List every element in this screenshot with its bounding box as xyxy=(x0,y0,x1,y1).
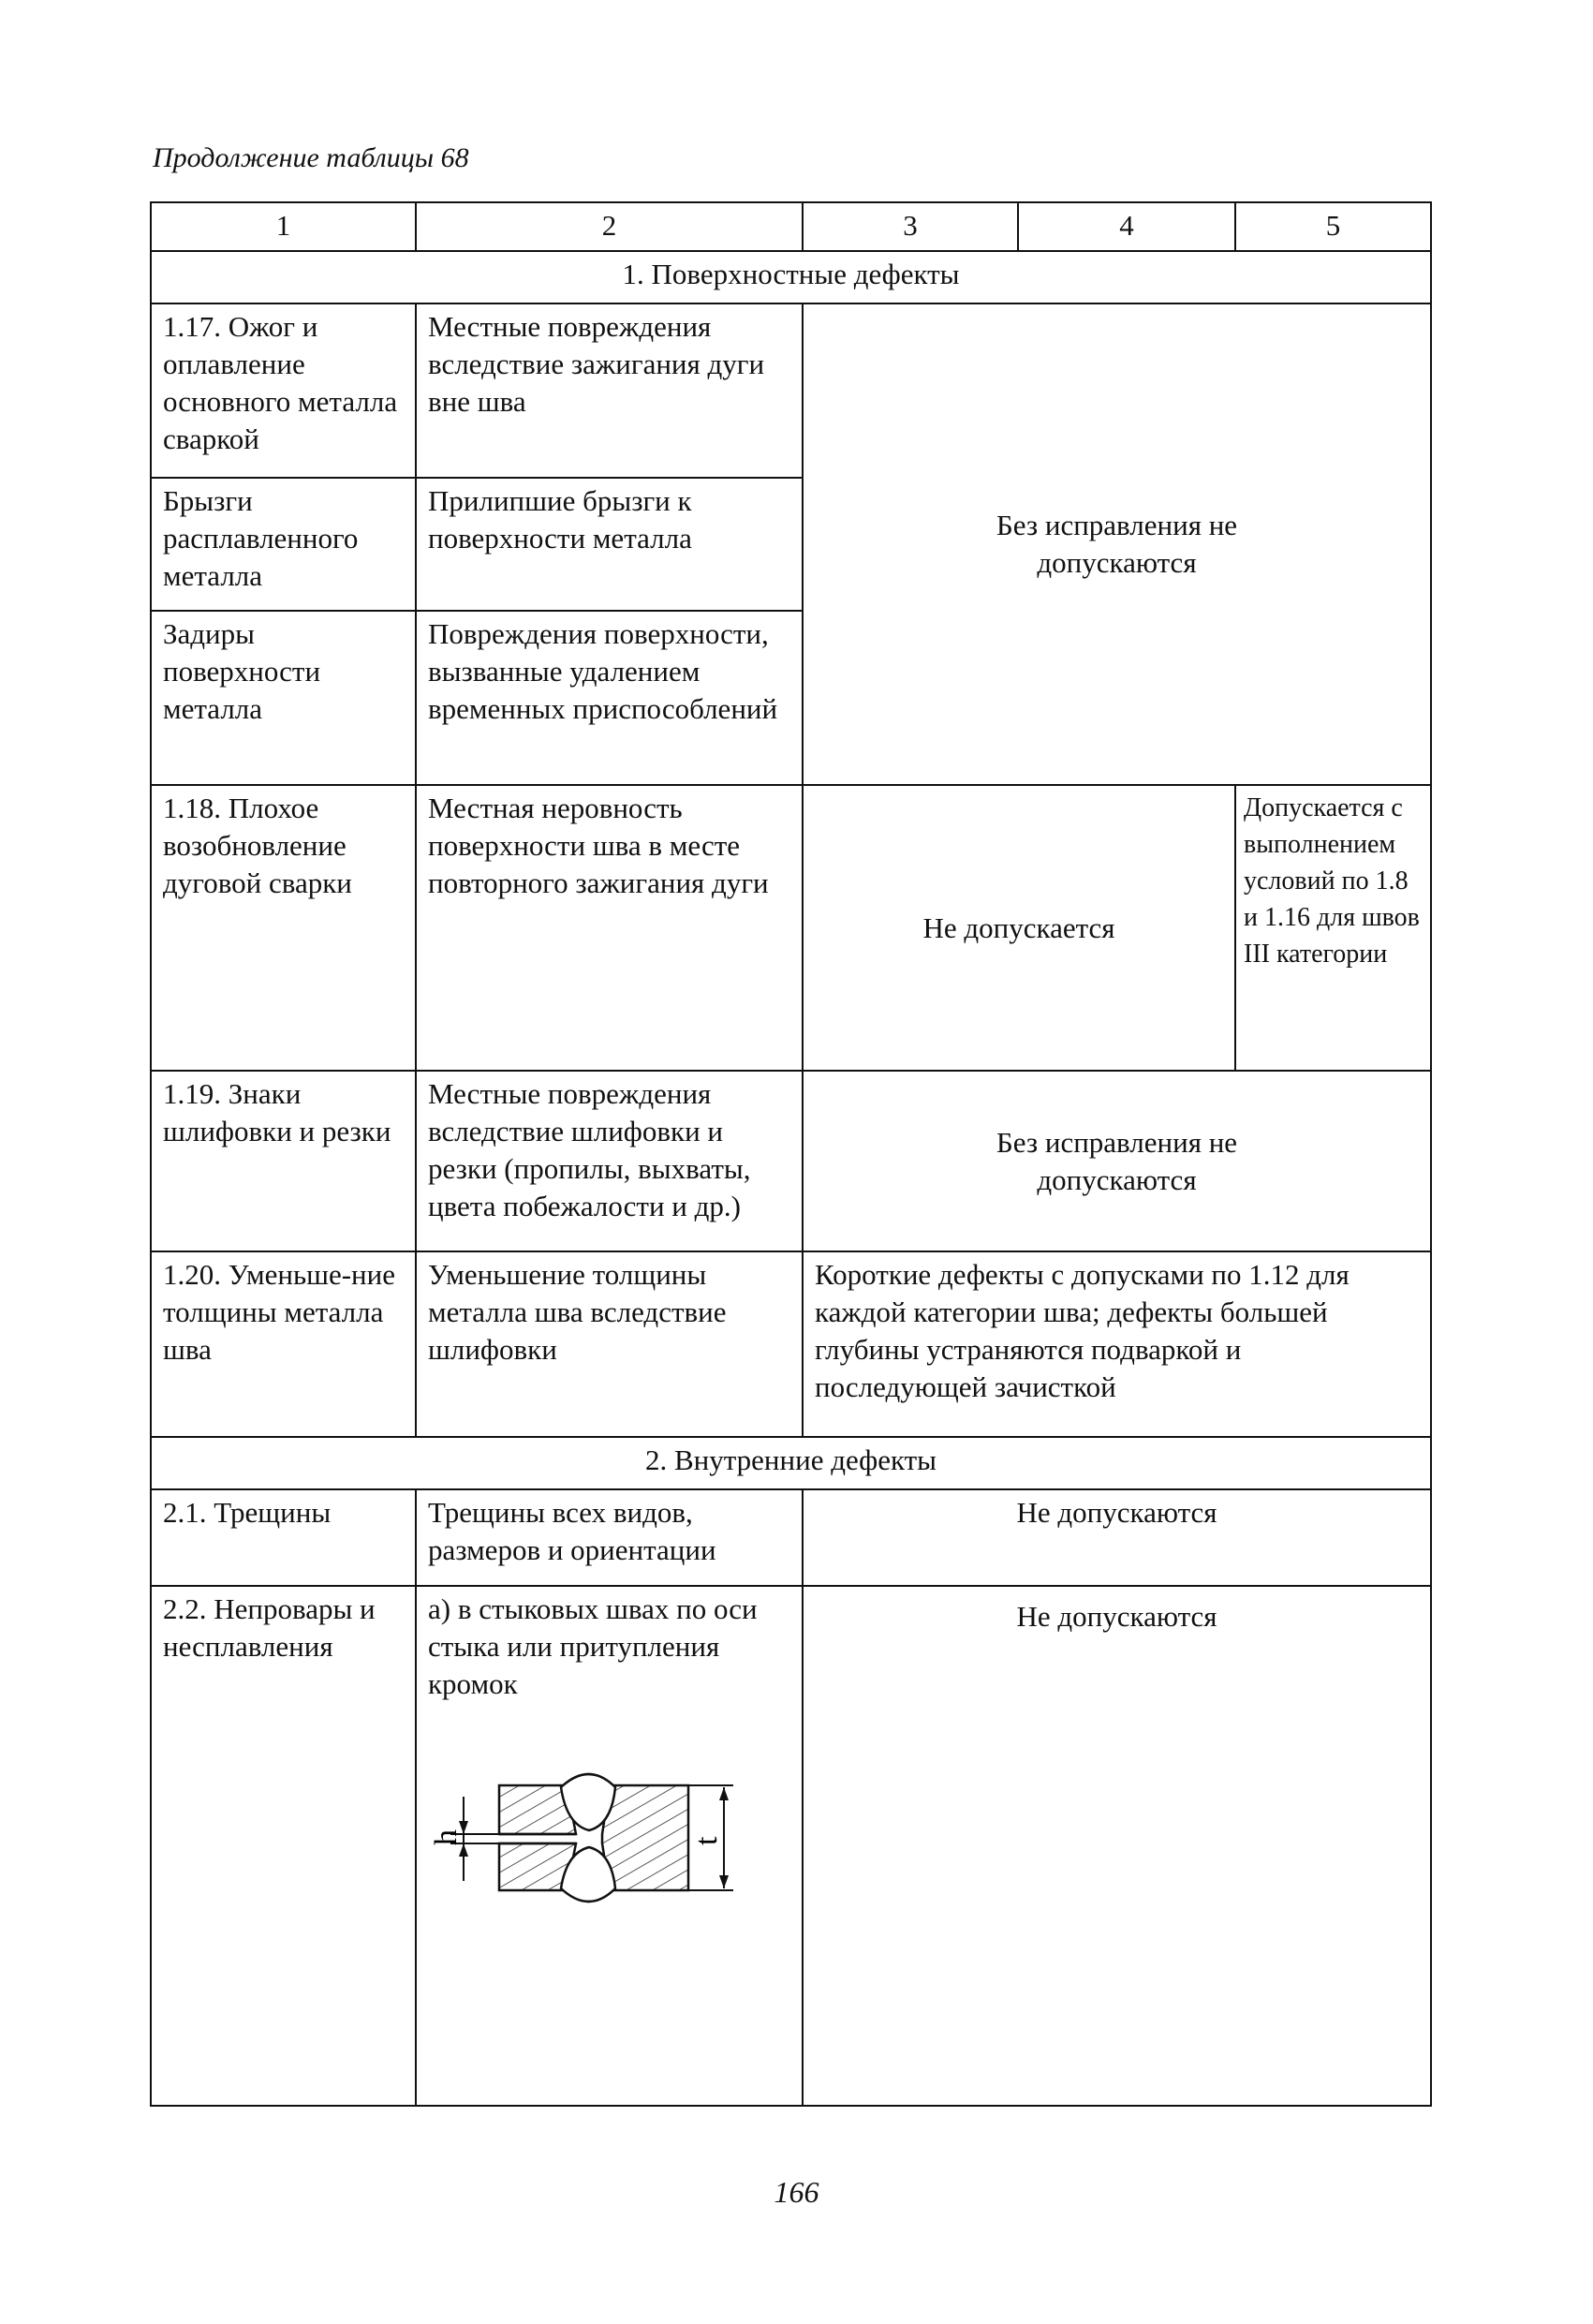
defect-description: Прилипшие брызги к поверхности металла xyxy=(416,478,803,611)
requirement-text: Без исправления не допускаются xyxy=(996,1125,1238,1196)
section-title: 1. Поверхностные дефекты xyxy=(151,251,1431,303)
header-cell: 5 xyxy=(1235,202,1431,251)
defects-table xyxy=(150,201,1432,2107)
table-row xyxy=(151,1251,1431,1437)
table-caption: Продолжение таблицы 68 xyxy=(153,142,469,173)
requirement-cell: Короткие дефекты с допусками по 1.12 для каждой категории шва; дефекты большей глубины устраняются подваркой и последующей зачисткой xyxy=(803,1251,1431,1437)
section-row xyxy=(151,251,1431,303)
requirement-text: Без исправления не допускаются xyxy=(996,509,1238,579)
diagram-label-t: t xyxy=(689,1836,724,1845)
defect-description: а) в стыковых швах по оси стыка или притупления кромок xyxy=(428,1592,758,1700)
section-title: 2. Внутренние дефекты xyxy=(151,1437,1431,1489)
requirement-cell: Не допускаются xyxy=(803,1586,1431,2106)
defect-description: Местная неровность поверхности шва в месте повторного зажигания дуги xyxy=(416,785,803,1071)
butt-weld-lack-of-penetration-drawing xyxy=(429,1769,752,1909)
requirement-cell xyxy=(803,1071,1431,1251)
weld-joint-diagram xyxy=(429,1769,790,1918)
defect-name: 1.17. Ожог и оплавление основного металла сваркой xyxy=(151,303,416,478)
header-row xyxy=(151,202,1431,251)
defect-name: 2.2. Непровары и несплавления xyxy=(151,1586,416,2106)
defect-name: 1.20. Уменьше-ние толщины металла шва xyxy=(151,1251,416,1437)
defect-name: Брызги расплавленного металла xyxy=(151,478,416,611)
requirement-cell: Не допускается xyxy=(803,785,1235,1071)
table-row xyxy=(151,1071,1431,1251)
defect-description: Повреждения поверхности, вызванные удалением временных приспособлений xyxy=(416,611,803,785)
table-row xyxy=(151,303,1431,478)
section-row xyxy=(151,1437,1431,1489)
defect-description: Местные повреждения вследствие шлифовки и резки (пропилы, выхваты, цвета побежалости и др.) xyxy=(416,1071,803,1251)
defect-description: Трещины всех видов, размеров и ориентации xyxy=(416,1489,803,1586)
table-row xyxy=(151,1586,1431,2106)
defect-name: 1.19. Знаки шлифовки и резки xyxy=(151,1071,416,1251)
header-cell: 4 xyxy=(1018,202,1235,251)
header-cell: 2 xyxy=(416,202,803,251)
header-cell: 1 xyxy=(151,202,416,251)
defect-name: Задиры поверхности металла xyxy=(151,611,416,785)
defect-description: Уменьшение толщины металла шва вследствие шлифовки xyxy=(416,1251,803,1437)
defect-description: Местные повреждения вследствие зажигания дуги вне шва xyxy=(416,303,803,478)
page-number: 166 xyxy=(774,2175,819,2209)
table-row xyxy=(151,1489,1431,1586)
requirement-cell xyxy=(803,303,1431,785)
defect-description-cell xyxy=(416,1586,803,2106)
defect-name: 1.18. Плохое возобновление дуговой сварки xyxy=(151,785,416,1071)
requirement-cell-col5: Допускается с выполнением условий по 1.8 и 1.16 для швов III категории xyxy=(1235,785,1431,1071)
header-cell: 3 xyxy=(803,202,1018,251)
table-row xyxy=(151,785,1431,1071)
diagram-label-h: h xyxy=(429,1829,464,1845)
requirement-cell: Не допускаются xyxy=(803,1489,1431,1586)
defect-name: 2.1. Трещины xyxy=(151,1489,416,1586)
